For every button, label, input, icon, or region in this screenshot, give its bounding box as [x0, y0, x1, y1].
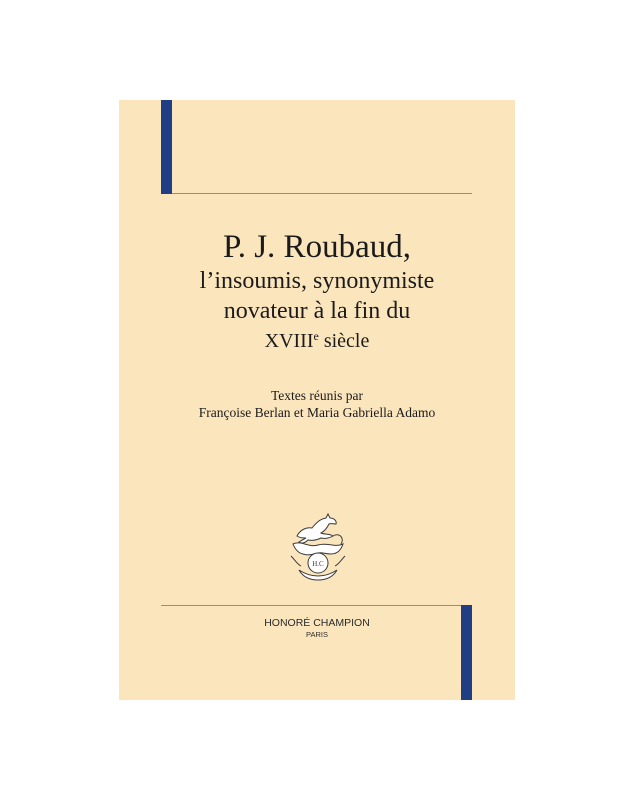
editors-names: Françoise Berlan et Maria Gabriella Adamo [198, 405, 436, 420]
century-superscript: e [313, 329, 319, 343]
top-accent-bar [161, 100, 172, 194]
title-line-4 [119, 326, 515, 356]
publisher-horse-emblem-icon [287, 510, 349, 582]
publisher-city: PARIS [306, 630, 328, 639]
century-word: siècle [318, 330, 370, 352]
title-line-2: l’insoumis, synonymiste [199, 268, 435, 294]
title-line-3: novateur à la fin du [223, 298, 411, 324]
century-numeral: XVIII [264, 330, 314, 352]
book-cover [119, 100, 515, 700]
title-line-1: P. J. Roubaud, [223, 229, 411, 265]
emblem-motto: H.C [312, 560, 324, 568]
top-rule [172, 193, 472, 194]
book-title [119, 228, 515, 356]
bottom-rule [161, 605, 461, 606]
publisher-name: HONORÉ CHAMPION [264, 617, 370, 629]
editors-block [119, 387, 515, 421]
editors-label: Textes réunis par [270, 388, 364, 403]
emblem-graphic [287, 510, 349, 582]
